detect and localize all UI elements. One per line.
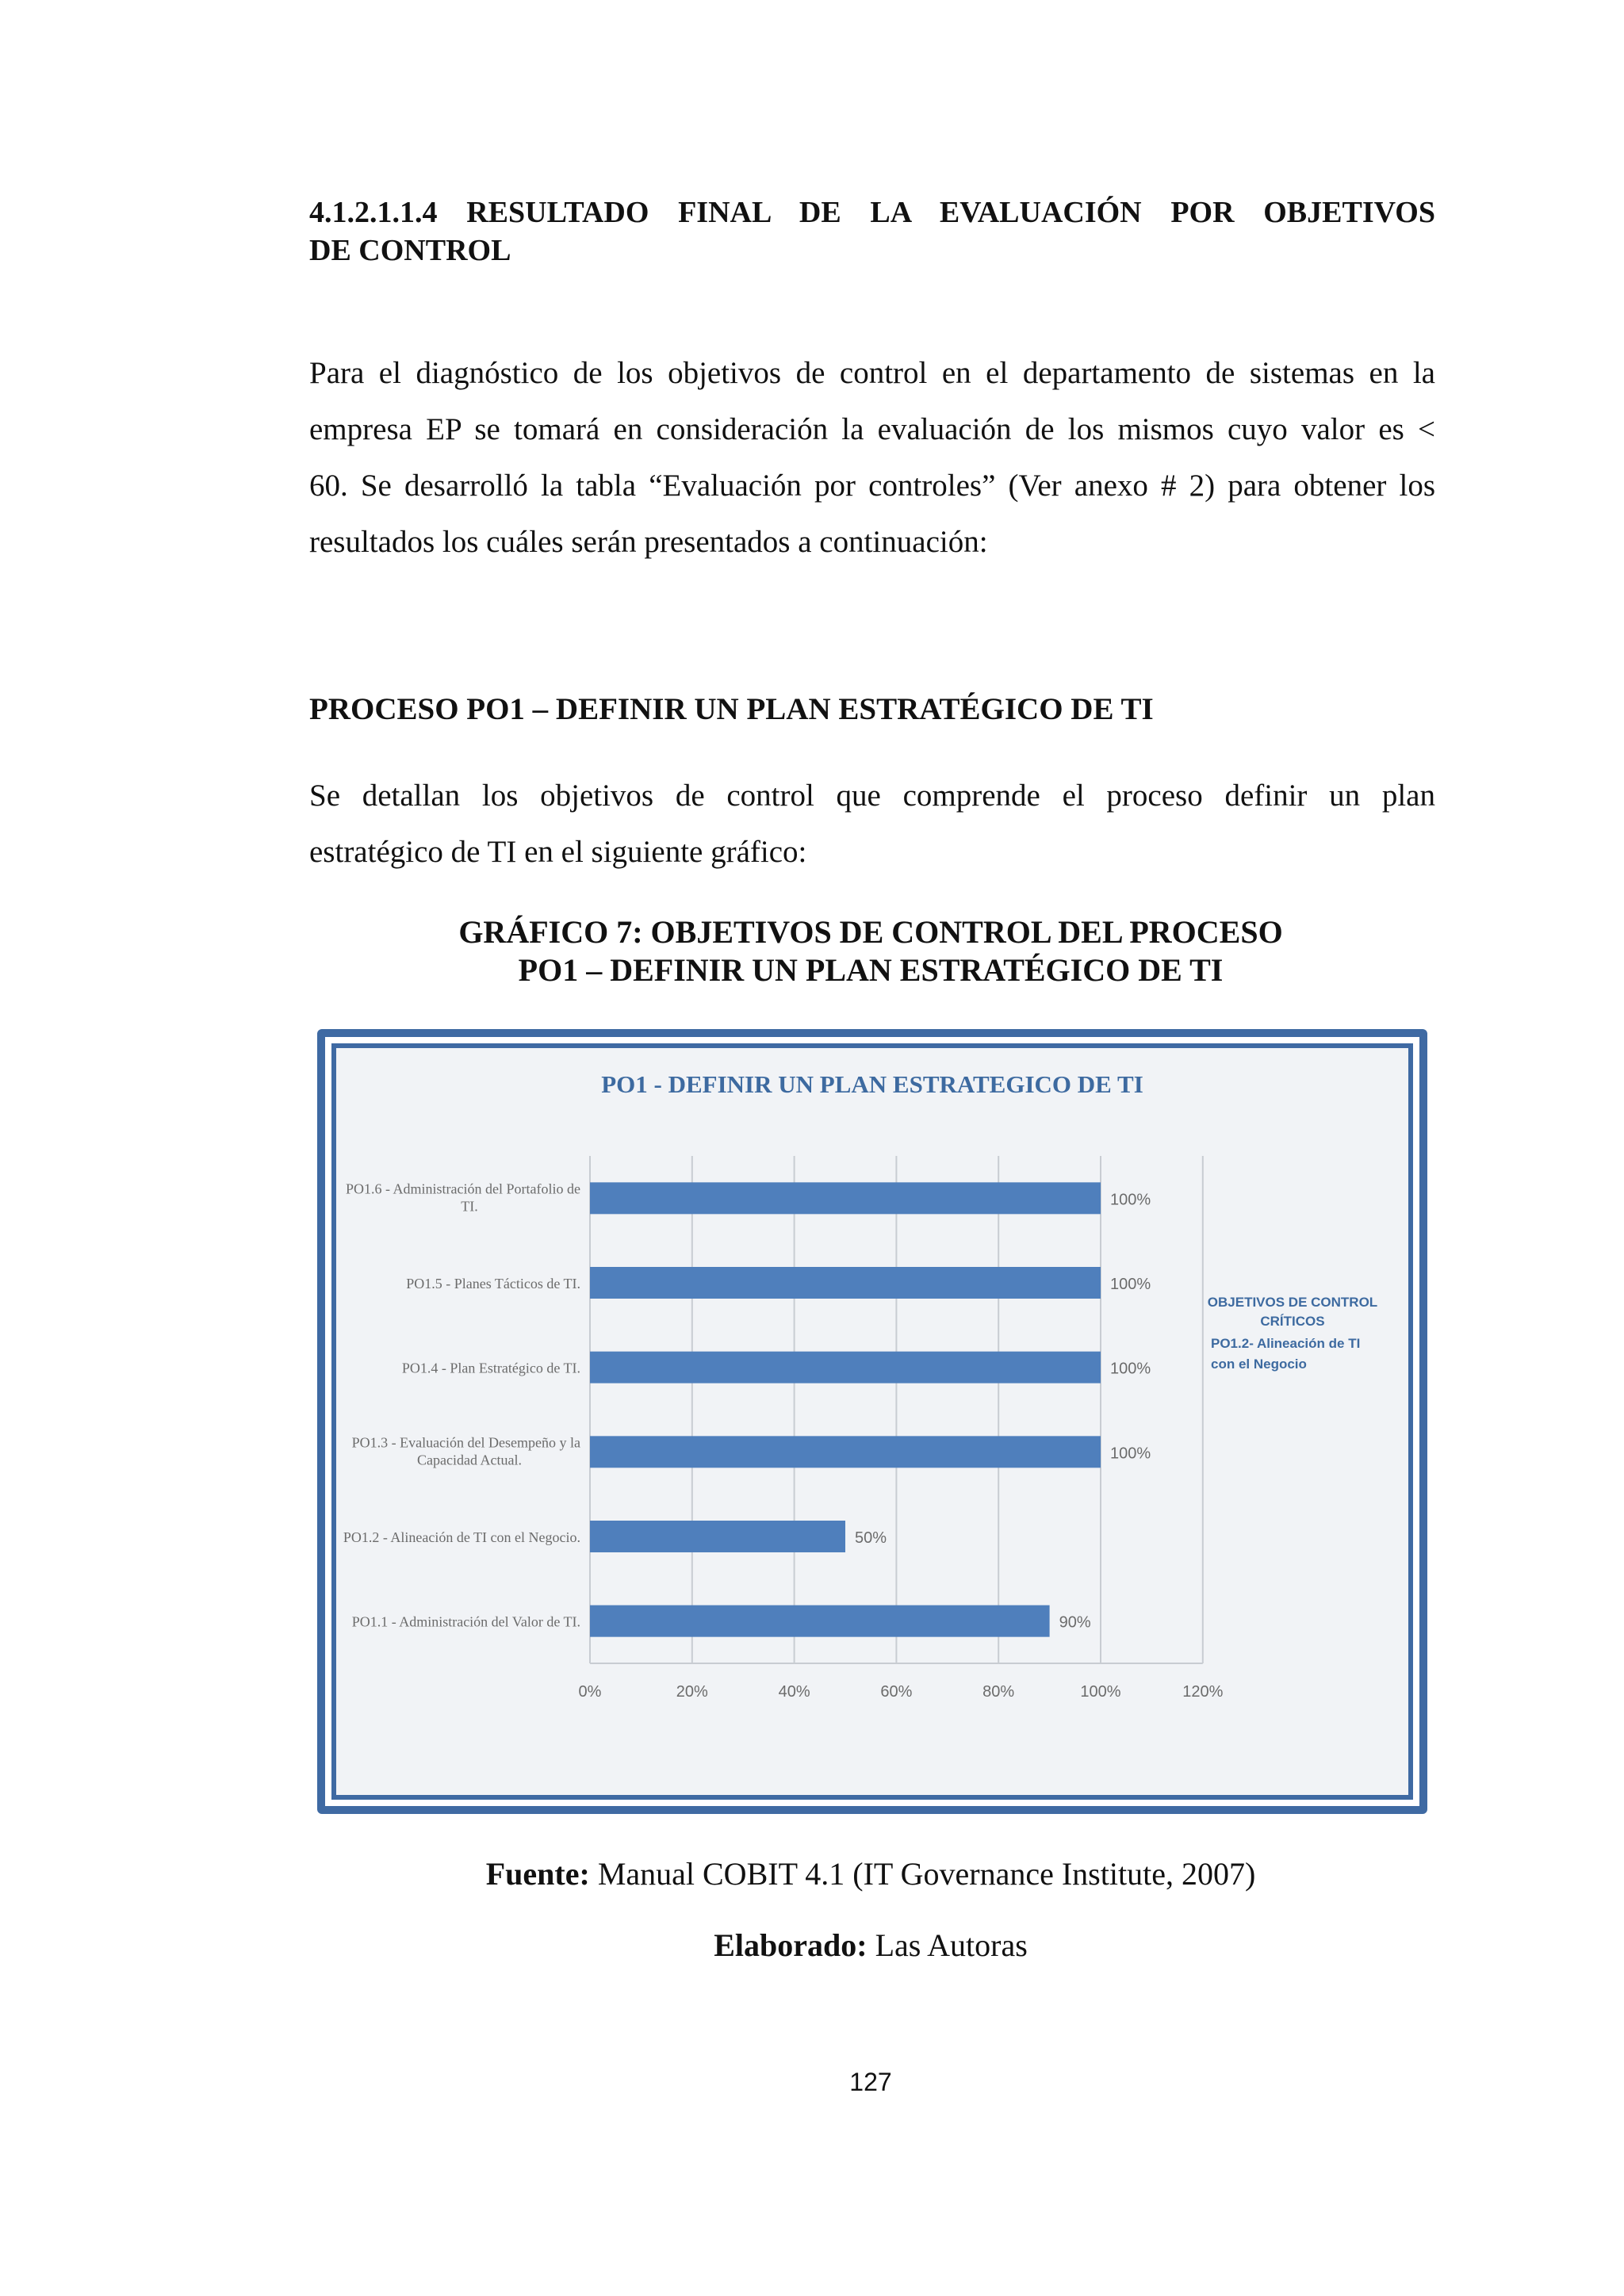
paragraph-line: resultados los cuáles serán presentados a continuación: — [309, 525, 988, 559]
category-label: PO1.4 - Plan Estratégico de TI. — [401, 1360, 580, 1376]
category-label: PO1.5 - Planes Tácticos de TI. — [406, 1276, 580, 1292]
figure-source — [0, 1855, 1624, 1892]
paragraph-line: empresa EP se tomará en consideración la evaluación de los mismos cuyo valor es < — [309, 412, 1435, 446]
paragraph-line: Se detallan los objetivos de control que comprende el proceso definir un plan — [309, 779, 1435, 813]
bar-value-label: 100% — [1110, 1360, 1151, 1378]
author-text: Las Autoras — [867, 1927, 1028, 1963]
process-title: PROCESO PO1 – DEFINIR UN PLAN ESTRATÉGICO DE TI — [309, 692, 1154, 726]
paragraph-line: estratégico de TI en el siguiente gráfico: — [309, 835, 807, 869]
bar-value-label: 100% — [1110, 1445, 1151, 1463]
x-tick-label: 20% — [676, 1683, 708, 1701]
figure-caption — [0, 913, 1624, 989]
bar — [590, 1267, 1101, 1299]
source-text: Manual COBIT 4.1 (IT Governance Institute, 2007) — [589, 1856, 1256, 1892]
bar — [590, 1352, 1101, 1383]
annotation-heading: CRÍTICOS — [1260, 1314, 1325, 1329]
bar — [590, 1436, 1101, 1468]
paragraph-line: Para el diagnóstico de los objetivos de control en el departamento de sistemas en la — [309, 356, 1435, 390]
author-label: Elaborado: — [714, 1927, 868, 1963]
x-tick-label: 120% — [1182, 1683, 1224, 1701]
intro-paragraph — [309, 345, 1435, 570]
bar — [590, 1521, 845, 1552]
bar-value-label: 100% — [1110, 1276, 1151, 1293]
x-tick-label: 40% — [778, 1683, 810, 1701]
bar — [590, 1605, 1050, 1637]
figure-author — [0, 1927, 1624, 1964]
bar-value-label: 90% — [1059, 1613, 1091, 1632]
category-label: PO1.6 - Administración del Portafolio de TI. — [346, 1181, 580, 1215]
section-heading-continuation: DE CONTROL — [309, 234, 511, 267]
x-tick-label: 80% — [982, 1683, 1015, 1701]
bar-value-label: 100% — [1110, 1191, 1151, 1209]
category-label: PO1.2 - Alineación de TI con el Negocio. — [343, 1529, 580, 1545]
chart-title: PO1 - DEFINIR UN PLAN ESTRATEGICO DE TI — [601, 1070, 1143, 1098]
figure-caption-line: PO1 – DEFINIR UN PLAN ESTRATÉGICO DE TI — [518, 952, 1224, 988]
paragraph-line: 60. Se desarrolló la tabla “Evaluación por controles” (Ver anexo # 2) para obtener los — [309, 469, 1435, 503]
annotation-item: con el Negocio — [1211, 1357, 1307, 1372]
page-number: 127 — [849, 2068, 892, 2096]
x-tick-label: 60% — [880, 1683, 913, 1701]
process-paragraph — [309, 767, 1435, 880]
category-label: PO1.1 - Administración del Valor de TI. — [351, 1613, 580, 1630]
bar-chart — [317, 1029, 1427, 1814]
annotation-heading: OBJETIVOS DE CONTROL — [1207, 1295, 1378, 1310]
section-heading: 4.1.2.1.1.4 RESULTADO FINAL DE LA EVALUACIÓN POR OBJETIVOS — [309, 196, 1435, 229]
category-label: PO1.3 - Evaluación del Desempeño y la Capacidad Actual. — [351, 1434, 580, 1468]
x-tick-label: 100% — [1080, 1683, 1121, 1701]
x-tick-label: 0% — [578, 1683, 602, 1701]
bar — [590, 1182, 1101, 1214]
source-label: Fuente: — [485, 1856, 590, 1892]
annotation-item: PO1.2- Alineación de TI — [1211, 1336, 1361, 1351]
figure-caption-line: GRÁFICO 7: OBJETIVOS DE CONTROL DEL PROCESO — [458, 914, 1283, 950]
bar-value-label: 50% — [855, 1529, 887, 1547]
